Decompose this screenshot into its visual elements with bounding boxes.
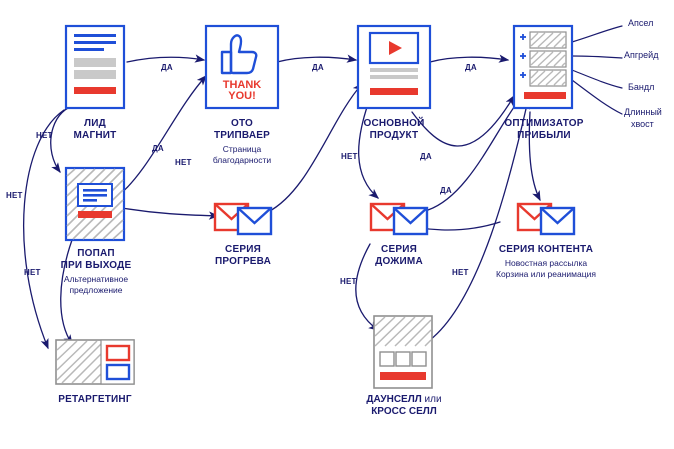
- email-envelope-icon[interactable]: [518, 204, 574, 234]
- sub-line-1: Новостная рассылка: [504, 258, 588, 268]
- email-envelope-icon[interactable]: [371, 204, 427, 234]
- label-line-1: СЕРИЯ КОНТЕНТА: [498, 244, 594, 255]
- tail-label-long-tail: Длинный: [624, 107, 662, 117]
- node-label-oto-tripwire: [197, 118, 287, 142]
- email-envelope-icon[interactable]: [215, 204, 271, 234]
- label-line-2: ПРОДУКТ: [369, 130, 419, 141]
- video-player-icon[interactable]: [358, 26, 430, 108]
- sub-line-2: Корзина или реанимация: [496, 269, 596, 279]
- label-line-1: РЕТАРГЕТИНГ: [58, 394, 132, 405]
- sub-line-2: предложение: [69, 285, 123, 295]
- label-lower-part: или: [424, 394, 442, 405]
- label-line-2: ТРИПВАЕР: [213, 130, 271, 141]
- edge-label-yes-1: ДА: [161, 63, 173, 72]
- edge-label-no-7: НЕТ: [452, 268, 469, 277]
- node-label-profit-optimizer: [496, 118, 592, 142]
- popup-window-icon[interactable]: [66, 168, 124, 240]
- thumbs-up-thank-you-icon[interactable]: [206, 26, 278, 108]
- node-label-exit-popup: [43, 248, 149, 272]
- sub-line-1: Альтернативное: [63, 274, 129, 284]
- edge-label-no-1: НЕТ: [36, 131, 53, 140]
- svg-text:YOU!: YOU!: [228, 90, 256, 102]
- edge-label-no-3: НЕТ: [24, 268, 41, 277]
- sub-line-1: Страница: [222, 144, 262, 154]
- node-label-retargeting: [40, 394, 150, 406]
- label-line-2: ПРИ ВЫХОДЕ: [60, 260, 132, 271]
- label-line-2: КРОСС СЕЛЛ: [371, 406, 437, 417]
- edge-label-no-4: НЕТ: [175, 158, 192, 167]
- edge-label-yes-5: ДА: [420, 152, 432, 161]
- document-page-icon[interactable]: [66, 26, 124, 108]
- node-label-main-product: [344, 118, 444, 142]
- label-line-1: ОПТИМИЗАТОР: [504, 118, 584, 129]
- tail-label-upgrade: Апгрейд: [624, 50, 659, 60]
- label-line-1: ОТО: [230, 118, 254, 129]
- label-line-2: МАГНИТ: [73, 130, 117, 141]
- label-line-2: ПРОГРЕВА: [214, 256, 272, 267]
- node-sub-oto-tripwire: [190, 144, 294, 166]
- label-line-1: СЕРИЯ: [381, 244, 417, 255]
- node-label-downsell-crosssell: [348, 394, 460, 418]
- tail-label-bundle: Бандл: [628, 82, 655, 92]
- label-bold-part: ДАУНСЕЛЛ: [366, 394, 422, 405]
- label-line-1: ОСНОВНОЙ: [363, 118, 425, 129]
- edge-label-no-6: НЕТ: [340, 277, 357, 286]
- node-sub-content-series: [476, 258, 616, 280]
- edge-label-yes-6: ДА: [440, 186, 452, 195]
- label-line-1: [348, 394, 460, 406]
- edge-label-no-2: НЕТ: [6, 191, 23, 200]
- edge-label-yes-3: ДА: [465, 63, 477, 72]
- sub-line-2: благодарности: [212, 155, 272, 165]
- label-line-1: СЕРИЯ: [225, 244, 261, 255]
- node-sub-exit-popup: [43, 274, 149, 296]
- product-grid-icon[interactable]: [374, 316, 432, 388]
- tail-label-long-tail-2: хвост: [631, 119, 654, 129]
- node-label-lead-magnet: [55, 118, 135, 142]
- edge-label-yes-4: ДА: [152, 144, 164, 153]
- node-label-pressure-series: [354, 244, 444, 268]
- edge-label-no-5: НЕТ: [341, 152, 358, 161]
- retargeting-banner-icon[interactable]: [56, 340, 134, 384]
- label-line-1: ЛИД: [84, 118, 106, 129]
- label-line-2: ДОЖИМА: [375, 256, 423, 267]
- node-label-warmup-series: [198, 244, 288, 268]
- svg-text:THANK: THANK: [222, 79, 262, 91]
- tail-label-upsell: Апсел: [628, 18, 654, 28]
- label-line-2: ПРИБЫЛИ: [517, 130, 571, 141]
- node-label-content-series: [486, 244, 606, 256]
- label-line-1: ПОПАП: [77, 248, 115, 259]
- upsell-list-icon[interactable]: [514, 26, 572, 108]
- edge-label-yes-2: ДА: [312, 63, 324, 72]
